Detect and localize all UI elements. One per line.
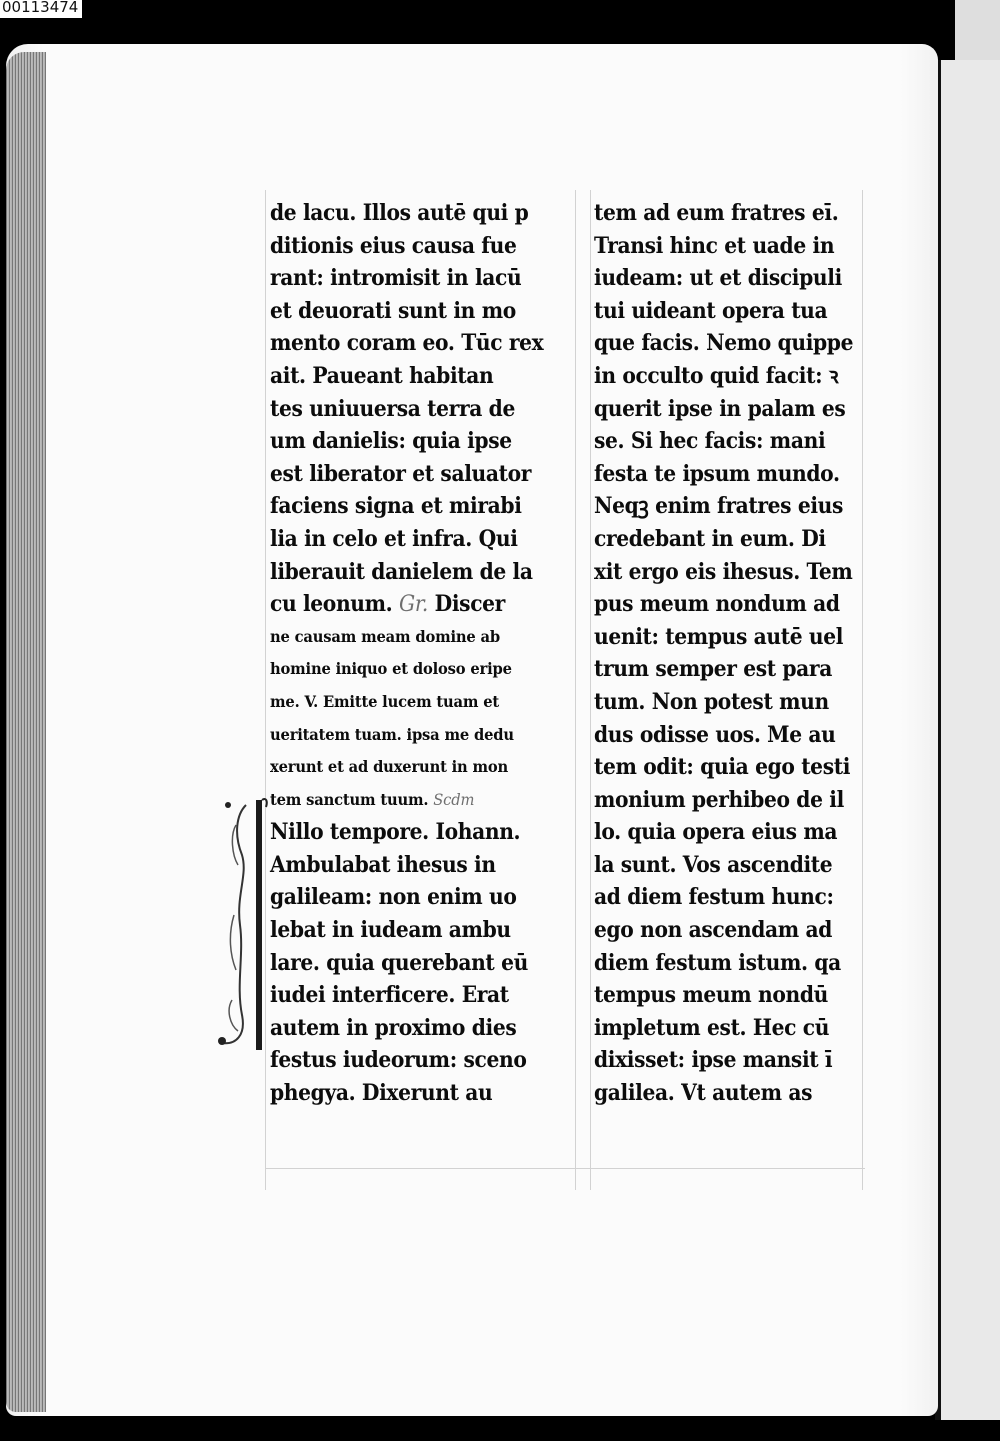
text-line: ego non ascendam ad <box>594 917 832 944</box>
text-line: iudei interficere. Erat <box>270 982 509 1009</box>
text-line: Transi hinc et uade in <box>594 232 835 259</box>
text-line: xerunt et ad duxerunt in mon <box>270 757 509 777</box>
text-line: mento coram eo. Tūc rex <box>270 330 544 357</box>
text-line: rant: intromisit in lacū <box>270 265 522 292</box>
text-line: iudeam: ut et discipuli <box>594 265 842 292</box>
adjacent-page-edge <box>935 60 1000 1420</box>
text-line: monium perhibeo de il <box>594 786 844 813</box>
text-line: dus odisse uos. Me au <box>594 721 836 748</box>
text-line: credebant in eum. Di <box>594 525 826 552</box>
text-line: lia in celo et infra. Qui <box>270 525 518 552</box>
text-line: ditionis eius causa fue <box>270 232 517 259</box>
text-line: tempus meum nondū <box>594 982 828 1009</box>
text-line: uenit: tempus autē uel <box>594 623 844 650</box>
text-column-left <box>270 197 570 1110</box>
text-line: homine iniquo et doloso eripe <box>270 659 512 679</box>
text-line: Neqꝫ enim fratres eius <box>594 493 844 520</box>
text-line: cu leonum. Gr. Discer <box>270 591 505 618</box>
text-line: Ambulabat ihesus in <box>270 851 496 878</box>
text-line: est liberator et saluator <box>270 460 532 487</box>
text-line: tem odit: quia ego testi <box>594 754 851 781</box>
text-line: in occulto quid facit: ꝛ <box>594 362 839 389</box>
shelfmark-label: 00113474 <box>0 0 82 18</box>
text-line: autem in proximo dies <box>270 1014 517 1041</box>
text-line: galileam: non enim uo <box>270 884 517 911</box>
text-line: ad diem festum hunc: <box>594 884 834 911</box>
decorated-initial-i <box>216 795 268 1060</box>
text-line: impletum est. Hec cū <box>594 1014 830 1041</box>
text-line: se. Si hec facis: mani <box>594 428 826 455</box>
text-line: que facis. Nemo quippe <box>594 330 854 357</box>
text-line: phegya. Dixerunt au <box>270 1080 493 1107</box>
rubric-text: Gr. <box>399 592 428 618</box>
text-line: tes uniuuersa terra de <box>270 395 515 422</box>
text-line: tem sanctum tuum. Scdm <box>270 789 475 809</box>
text-line: ueritatem tuam. ipsa me dedu <box>270 724 514 744</box>
text-line: pus meum nondum ad <box>594 591 840 618</box>
text-column-right <box>594 197 878 1110</box>
text-line: lo. quia opera eius ma <box>594 819 838 846</box>
ruling-line <box>590 190 591 1190</box>
text-line: et deuorati sunt in mo <box>270 297 516 324</box>
text-line: tem ad eum fratres eī. <box>594 200 839 226</box>
text-line: me. V. Emitte lucem tuam et <box>270 691 500 711</box>
text-line: galilea. Vt autem as <box>594 1080 813 1107</box>
ruling-line <box>575 190 576 1190</box>
page-fore-edge <box>6 52 46 1412</box>
ruling-line <box>265 1168 865 1169</box>
text-line: ne causam meam domine ab <box>270 626 500 646</box>
text-line: lare. quia querebant eū <box>270 949 528 976</box>
text-line: Nillo tempore. Iohann. <box>270 819 521 846</box>
text-line: lebat in iudeam ambu <box>270 917 511 944</box>
text-line: liberauit danielem de la <box>270 558 533 585</box>
text-line: trum semper est para <box>594 656 832 683</box>
text-line: querit ipse in palam es <box>594 395 846 422</box>
text-line: um danielis: quia ipse <box>270 428 512 455</box>
text-line: la sunt. Vos ascendite <box>594 851 833 878</box>
text-line: festus iudeorum: sceno <box>270 1047 527 1074</box>
text-line: tui uideant opera tua <box>594 297 828 324</box>
text-line: de lacu. Illos autē qui p <box>270 200 529 226</box>
text-line: festa te ipsum mundo. <box>594 460 840 487</box>
text-line: ait. Paueant habitan <box>270 362 494 389</box>
text-line: tum. Non potest mun <box>594 688 829 715</box>
text-line: xit ergo eis ihesus. Tem <box>594 558 853 585</box>
text-line: diem festum istum. qa <box>594 949 841 976</box>
text-line: faciens signa et mirabi <box>270 493 522 520</box>
rubric-text: Scdm <box>433 789 475 809</box>
text-line: dixisset: ipse mansit ī <box>594 1047 833 1074</box>
